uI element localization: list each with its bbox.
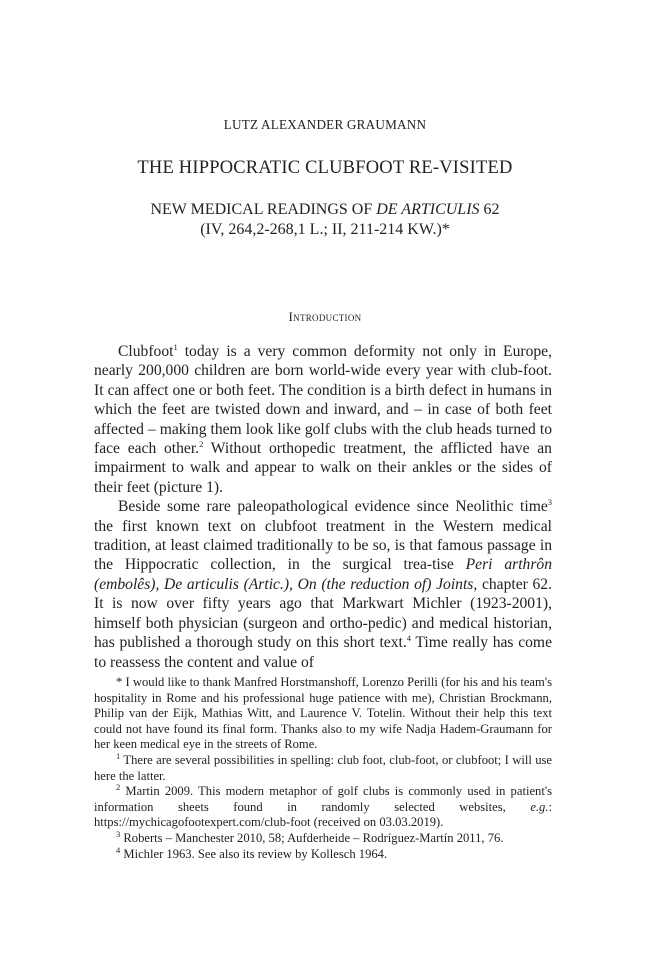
footnote-mark: 2 — [116, 781, 121, 792]
footnote-mark: 3 — [116, 828, 121, 839]
text-run: Beside some rare paleopathological evidence since Neolithic time — [118, 498, 548, 516]
subtitle-line-2: (IV, 264,2-268,1 L.; II, 211-214 KW.)* — [200, 221, 450, 238]
article-subtitle — [0, 200, 650, 240]
footnote-text: Martin 2009. This modern metaphor of golf clubs is commonly used in patient's information sheets found in randomly selected websites, — [94, 784, 552, 814]
text-run: , chapter 62. It is now over fifty years ago that Markwart Michler (1923-2001), himself both physician (surgeon and ortho-pedic) and medical historian, has published a thorough study on this short text. — [94, 575, 552, 652]
footnote-3 — [94, 828, 552, 847]
text-run: Clubfoot — [118, 343, 174, 360]
text-run: Time really has come to reassess the content and value of — [94, 634, 552, 671]
section-heading: Introduction — [288, 309, 362, 324]
footnote-mark: 4 — [116, 844, 121, 855]
footnote-mark: * — [116, 675, 123, 689]
article-title: THE HIPPOCRATIC CLUBFOOT RE-VISITED — [137, 158, 513, 178]
subtitle-line-1 — [0, 200, 650, 220]
footnote-text: : https://mychicagofootexpert.com/club-foot (received on 03.03.2019). — [94, 799, 552, 830]
footnote-2 — [94, 781, 552, 831]
footnote-ref-2: 2 — [199, 438, 204, 449]
text-run: the first known text on clubfoot treatment in the Western medical tradition, at least claimed traditionally to be so, is that famous passage in the Hippocratic collection, in the surgical trea-tise — [94, 517, 552, 574]
footnote-text: There are several possibilities in spelling: club foot, club-foot, or clubfoot; I will use here the latter. — [94, 752, 552, 783]
subtitle-text-end: 62 — [479, 201, 500, 218]
footnote-mark: 1 — [116, 750, 121, 761]
footnotes — [94, 675, 552, 862]
footnote-italic: e.g. — [530, 799, 549, 814]
work-title: Peri arthrôn (embolês), De articulis (Artic.), On (the reduction of) Joints — [94, 556, 553, 593]
body-text — [94, 342, 552, 672]
subtitle-text: NEW MEDICAL READINGS OF — [150, 201, 377, 218]
footnote-4 — [94, 844, 552, 863]
footnote-text: I would like to thank Manfred Horstmanshoff, Lorenzo Perilli (for his and his team's hospitality in Rome and his professional huge patience with me), Christian Brockmann, Philip van der Eijk, Mathias Witt, and Laurence V. Totelin. Without their help this text could not have found its final form. Thanks also to my wife Nadja Hadem-Graumann for her keen medical eye in the streets of Rome. — [94, 675, 552, 752]
text-run: today is a very common deformity not only in Europe, nearly 200,000 children are born world-wide every year with club-foot. It can affect one or both feet. The condition is a birth defect in humans in which the feet are twisted down and inward, and – in case of both feet affected – making them look like golf clubs with the club heads turned to face each other. — [94, 343, 552, 458]
paragraph-1 — [94, 342, 552, 497]
subtitle-work-title: DE ARTICULIS — [376, 201, 480, 218]
text-run: Without orthopedic treatment, the afflicted have an impairment to walk and appear to walk on their ankles or the sides of their feet (picture 1). — [94, 440, 552, 496]
footnote-ref-4: 4 — [406, 632, 411, 643]
footnote-text: Roberts – Manchester 2010, 58; Aufderheide – Rodríguez-Martín 2011, 76. — [120, 830, 504, 845]
paragraph-2 — [94, 497, 552, 672]
footnote-ref-3: 3 — [547, 497, 552, 508]
author-name: LUTZ ALEXANDER GRAUMANN — [223, 117, 427, 132]
footnote-1 — [94, 750, 552, 784]
footnote-star — [94, 675, 552, 753]
footnote-text: Michler 1963. See also its review by Kollesch 1964. — [120, 846, 388, 861]
footnote-ref-1: 1 — [173, 341, 178, 352]
